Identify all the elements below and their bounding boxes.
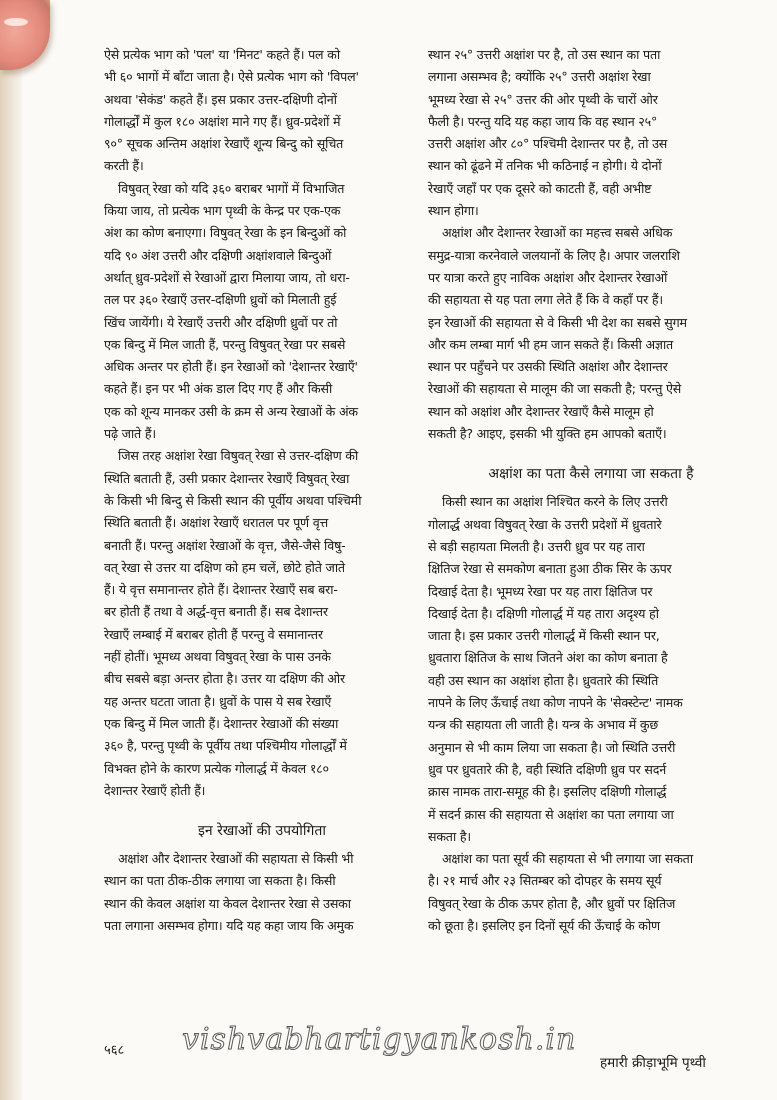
text-line: यदि ९० अंश उत्तरी और दक्षिणी अक्षांशवाले बिन्दुओं [104, 247, 332, 263]
text-line: बीच सबसे बड़ा अन्तर होता है। उत्तर या दक्षिण की ओर [104, 671, 345, 687]
text-line: विषुवत् रेखा को यदि ३६० बराबर भागों में विभाजित [118, 180, 345, 196]
text-line: स्थान को अक्षांश और देशान्तर रेखाएँ कैसे मालूम हो [428, 403, 654, 419]
right-para-4 [428, 848, 754, 937]
text-line: है। २१ मार्च और २३ सितम्बर को दोपहर के समय सूर्य [428, 873, 662, 889]
text-line: यन्त्र की सहायता ली जाती है। यन्त्र के अभाव में कुछ [428, 717, 659, 733]
text-line: ध्रुव पर ध्रुवतारे की है, वही स्थिति दक्षिणी ध्रुव पर सदर्न [428, 761, 666, 777]
left-column [104, 44, 420, 937]
text-line: भूमध्य रेखा से २५° उत्तर की ओर पृथ्वी के चारों ओर [428, 91, 658, 107]
text-line: स्थिति बताती हैं। अक्षांश रेखाएँ धरातल पर पूर्ण वृत्त [104, 515, 329, 531]
text-line: फैली है। परन्तु यदि यह कहा जाय कि वह स्थान २५° [428, 113, 658, 129]
text-line: स्थान का पता ठीक-ठीक लगाया जा सकता है। किसी [104, 873, 336, 889]
text-line: ९०° सूचक अन्तिम अक्षांश रेखाएँ शून्य बिन्दु को सूचित [104, 136, 344, 152]
text-line: स्थिति बताती हैं, उसी प्रकार देशान्तर रेखाएँ विषुवत् रेखा [104, 470, 350, 486]
left-para-4 [104, 848, 420, 937]
left-para-2 [104, 178, 420, 446]
text-line: अक्षांश और देशान्तर रेखाओं की सहायता से किसी भी [118, 851, 354, 867]
text-line: गोलार्द्धों में कुल १८० अक्षांश माने गए हैं। ध्रुव-प्रदेशों में [104, 113, 341, 129]
text-line: तल पर ३६० रेखाएँ उत्तर-दक्षिणी ध्रुवों को मिलाती हुई [104, 292, 337, 308]
text-line: से बड़ी सहायता मिलती है। उत्तरी ध्रुव पर यह तारा [428, 538, 645, 554]
text-line: पर यात्रा करते हुए नाविक अक्षांश और देशान्तर रेखाओं [428, 269, 668, 285]
text-line: स्थान की केवल अक्षांश या केवल देशान्तर रेखा से उसका [104, 895, 351, 911]
text-line: स्थान होगा। [428, 203, 479, 219]
text-line: में सदर्न क्रास की सहायता से अक्षांश का पता लगाया जा [428, 806, 674, 822]
finger-shine [4, 18, 28, 26]
watermark-text: vishvabhartigyankosh.in [182, 1022, 577, 1057]
text-line: के किसी भी बिन्दु से किसी स्थान की पूर्वीय अथवा पश्चिमी [104, 492, 362, 508]
text-line: अक्षांश और देशान्तर रेखाओं का महत्त्व सबसे अधिक [442, 225, 673, 241]
text-line: अधिक अन्तर पर होती हैं। इन रेखाओं को 'देशान्तर रेखाएँ' [104, 359, 358, 375]
text-line: बर होती हैं तथा वे अर्द्ध-वृत्त बनाती हैं। सब देशान्तर [104, 604, 328, 620]
text-line: अक्षांश का पता सूर्य की सहायता से भी लगाया जा सकता [442, 851, 693, 867]
text-line: हैं। ये वृत्त समानान्तर होते हैं। देशान्तर रेखाएँ सब बरा- [104, 582, 338, 598]
text-line: बनाती हैं। परन्तु अक्षांश रेखाओं के वृत्त, जैसे-जैसे विषु- [104, 537, 346, 553]
right-para-2 [428, 222, 754, 445]
text-line: इन रेखाओं की सहायता से वे किसी भी देश का सबसे सुगम [428, 314, 687, 330]
text-line: किसी स्थान का अक्षांश निश्चित करने के लिए उत्तरी [442, 494, 668, 510]
text-line: विभक्त होने के कारण प्रत्येक गोलार्द्ध में केवल १८० [104, 760, 329, 776]
text-line: स्थान को ढूंढने में तनिक भी कठिनाई न होगी। ये दोनों [428, 158, 662, 174]
text-line: क्रास नामक तारा-समूह की है। इसलिए दक्षिणी गोलार्द्ध [428, 784, 667, 800]
finger-image [0, 0, 50, 70]
section-heading-latitude: अक्षांश का पता कैसे लगाया जा सकता है [488, 466, 694, 483]
page-number: ५६८ [104, 1043, 125, 1058]
text-line: की सहायता से यह पता लगा लेते हैं कि वे कहाँ पर हैं। [428, 292, 663, 308]
text-line: एक को शून्य मानकर उसी के क्रम से अन्य रेखाओं के अंक [104, 403, 358, 419]
spacer [428, 445, 754, 457]
text-line: सकता है। [428, 828, 471, 844]
text-line: एक बिन्दु में मिल जाती हैं। देशान्तर रेखाओं की संख्या [104, 715, 339, 731]
text-line: रेखाएँ लम्बाई में बराबर होती हैं परन्तु वे समानान्तर [104, 626, 323, 642]
text-line: यह अन्तर घटता जाता है। ध्रुवों के पास ये सब रेखाएँ [104, 693, 332, 709]
text-line: उत्तरी अक्षांश और ८०° पश्चिमी देशान्तर पर है, तो उस [428, 136, 668, 152]
text-line: देशान्तर रेखाएँ होती हैं। [104, 782, 206, 798]
text-line: समुद्र-यात्रा करनेवाले जलयानों के लिए है। अपार जलराशि [428, 247, 680, 263]
text-line: अथवा 'सेकंड' कहते हैं। इस प्रकार उत्तर-दक्षिणी दोनों [104, 91, 337, 107]
text-line: रेखाओं की सहायता से मालूम की जा सकती है; परन्तु ऐसे [428, 381, 682, 397]
book-binding-shadow [0, 40, 22, 1100]
text-line: जाता है। इस प्रकार उत्तरी गोलार्द्ध में किसी स्थान पर, [428, 628, 660, 644]
text-line: दिखाई देता है। दक्षिणी गोलार्द्ध में यह तारा अदृश्य हो [428, 605, 659, 621]
left-para-1 [104, 44, 420, 178]
text-line: ३६० है, परन्तु पृथ्वी के पूर्वीय तथा पश्चिमीय गोलार्द्धों में [104, 738, 347, 754]
text-line: ऐसे प्रत्येक भाग को 'पल' या 'मिनट' कहते हैं। पल को [104, 47, 340, 62]
text-line: नहीं होतीं। भूमध्य अथवा विषुवत् रेखा के पास उनके [104, 649, 331, 665]
text-line: करती हैं। [104, 158, 144, 174]
text-line: क्षितिज रेखा से समकोण बनाता हुआ ठीक सिर के ऊपर [428, 561, 672, 577]
text-line: लगाना असम्भव है; क्योंकि २५° उत्तरी अक्षांश रेखा [428, 69, 651, 85]
text-line: गोलार्द्ध अथवा विषुवत् रेखा के उत्तरी प्रदेशों में ध्रुवतारे [428, 516, 662, 532]
text-line: दिखाई देता है। भूमध्य रेखा पर यह तारा क्षितिज पर [428, 583, 653, 599]
left-para-3 [104, 445, 420, 802]
right-column [428, 44, 754, 937]
text-line: वत् रेखा से उत्तर या दक्षिण को हम चलें, छोटे होते जाते [104, 559, 345, 575]
text-line: किया जाय, तो प्रत्येक भाग पृथ्वी के केन्द्र पर एक-एक [104, 203, 341, 219]
text-line: नापने के लिए ऊँचाई तथा कोण नापने के 'सेक्स्टेन्ट' नामक [428, 695, 683, 711]
text-line: सकती है? आइए, इसकी भी युक्ति हम आपको बताएँ। [428, 426, 667, 442]
text-line: वही उस स्थान का अक्षांश होता है। ध्रुवतारे की स्थिति [428, 672, 659, 688]
spacer [104, 802, 420, 814]
text-line: जिस तरह अक्षांश रेखा विषुवत् रेखा से उत्तर-दक्षिण की [118, 448, 359, 464]
text-line: पता लगाना असम्भव होगा। यदि यह कहा जाय कि अमुक [104, 917, 354, 933]
text-line: और कम लम्बा मार्ग भी हम जान सकते हैं। किसी अज्ञात [428, 336, 674, 352]
text-line: पढ़े जाते हैं। [104, 426, 156, 442]
text-line: कहते हैं। इन पर भी अंक डाल दिए गए हैं और किसी [104, 381, 333, 397]
text-line: स्थान २५° उत्तरी अक्षांश पर है, तो उस स्थान का पता [428, 47, 661, 62]
text-line: स्थान पर पहुँचने पर उसकी स्थिति अक्षांश और देशान्तर [428, 359, 668, 375]
text-line: को छूता है। इसलिए इन दिनों सूर्य की ऊँचाई के कोण [428, 917, 660, 933]
text-line: अंश का कोण बनाएगा। विषुवत् रेखा के इन बिन्दुओं को [104, 225, 347, 241]
text-line: अर्थात् ध्रुव-प्रदेशों से रेखाओं द्वारा मिलाया जाय, तो धरा- [104, 269, 350, 285]
running-title: हमारी क्रीड़ाभूमि पृथ्वी [600, 1055, 706, 1071]
text-line: विषुवत् रेखा के ठीक ऊपर होता है, और ध्रुवों पर क्षितिज [428, 895, 676, 911]
text-line: अनुमान से भी काम लिया जा सकता है। जो स्थिति उत्तरी [428, 739, 676, 755]
text-line: भी ६० भागों में बाँटा जाता है। ऐसे प्रत्येक भाग को 'विपल' [104, 69, 359, 85]
section-heading-utility: इन रेखाओं की उपयोगिता [198, 823, 326, 840]
text-line: एक बिन्दु में मिल जाती हैं, परन्तु विषुवत् रेखा पर सबसे [104, 336, 346, 352]
text-line: खिंच जायेंगी। ये रेखाएँ उत्तरी और दक्षिणी ध्रुवों पर तो [104, 314, 338, 330]
right-para-3 [428, 491, 754, 848]
text-line: रेखाएँ जहाँ पर एक दूसरे को काटती हैं, वही अभीष्ट [428, 180, 652, 196]
text-line: ध्रुवतारा क्षितिज के साथ जितने अंश का कोण बनाता है [428, 650, 668, 666]
right-para-1 [428, 44, 754, 222]
